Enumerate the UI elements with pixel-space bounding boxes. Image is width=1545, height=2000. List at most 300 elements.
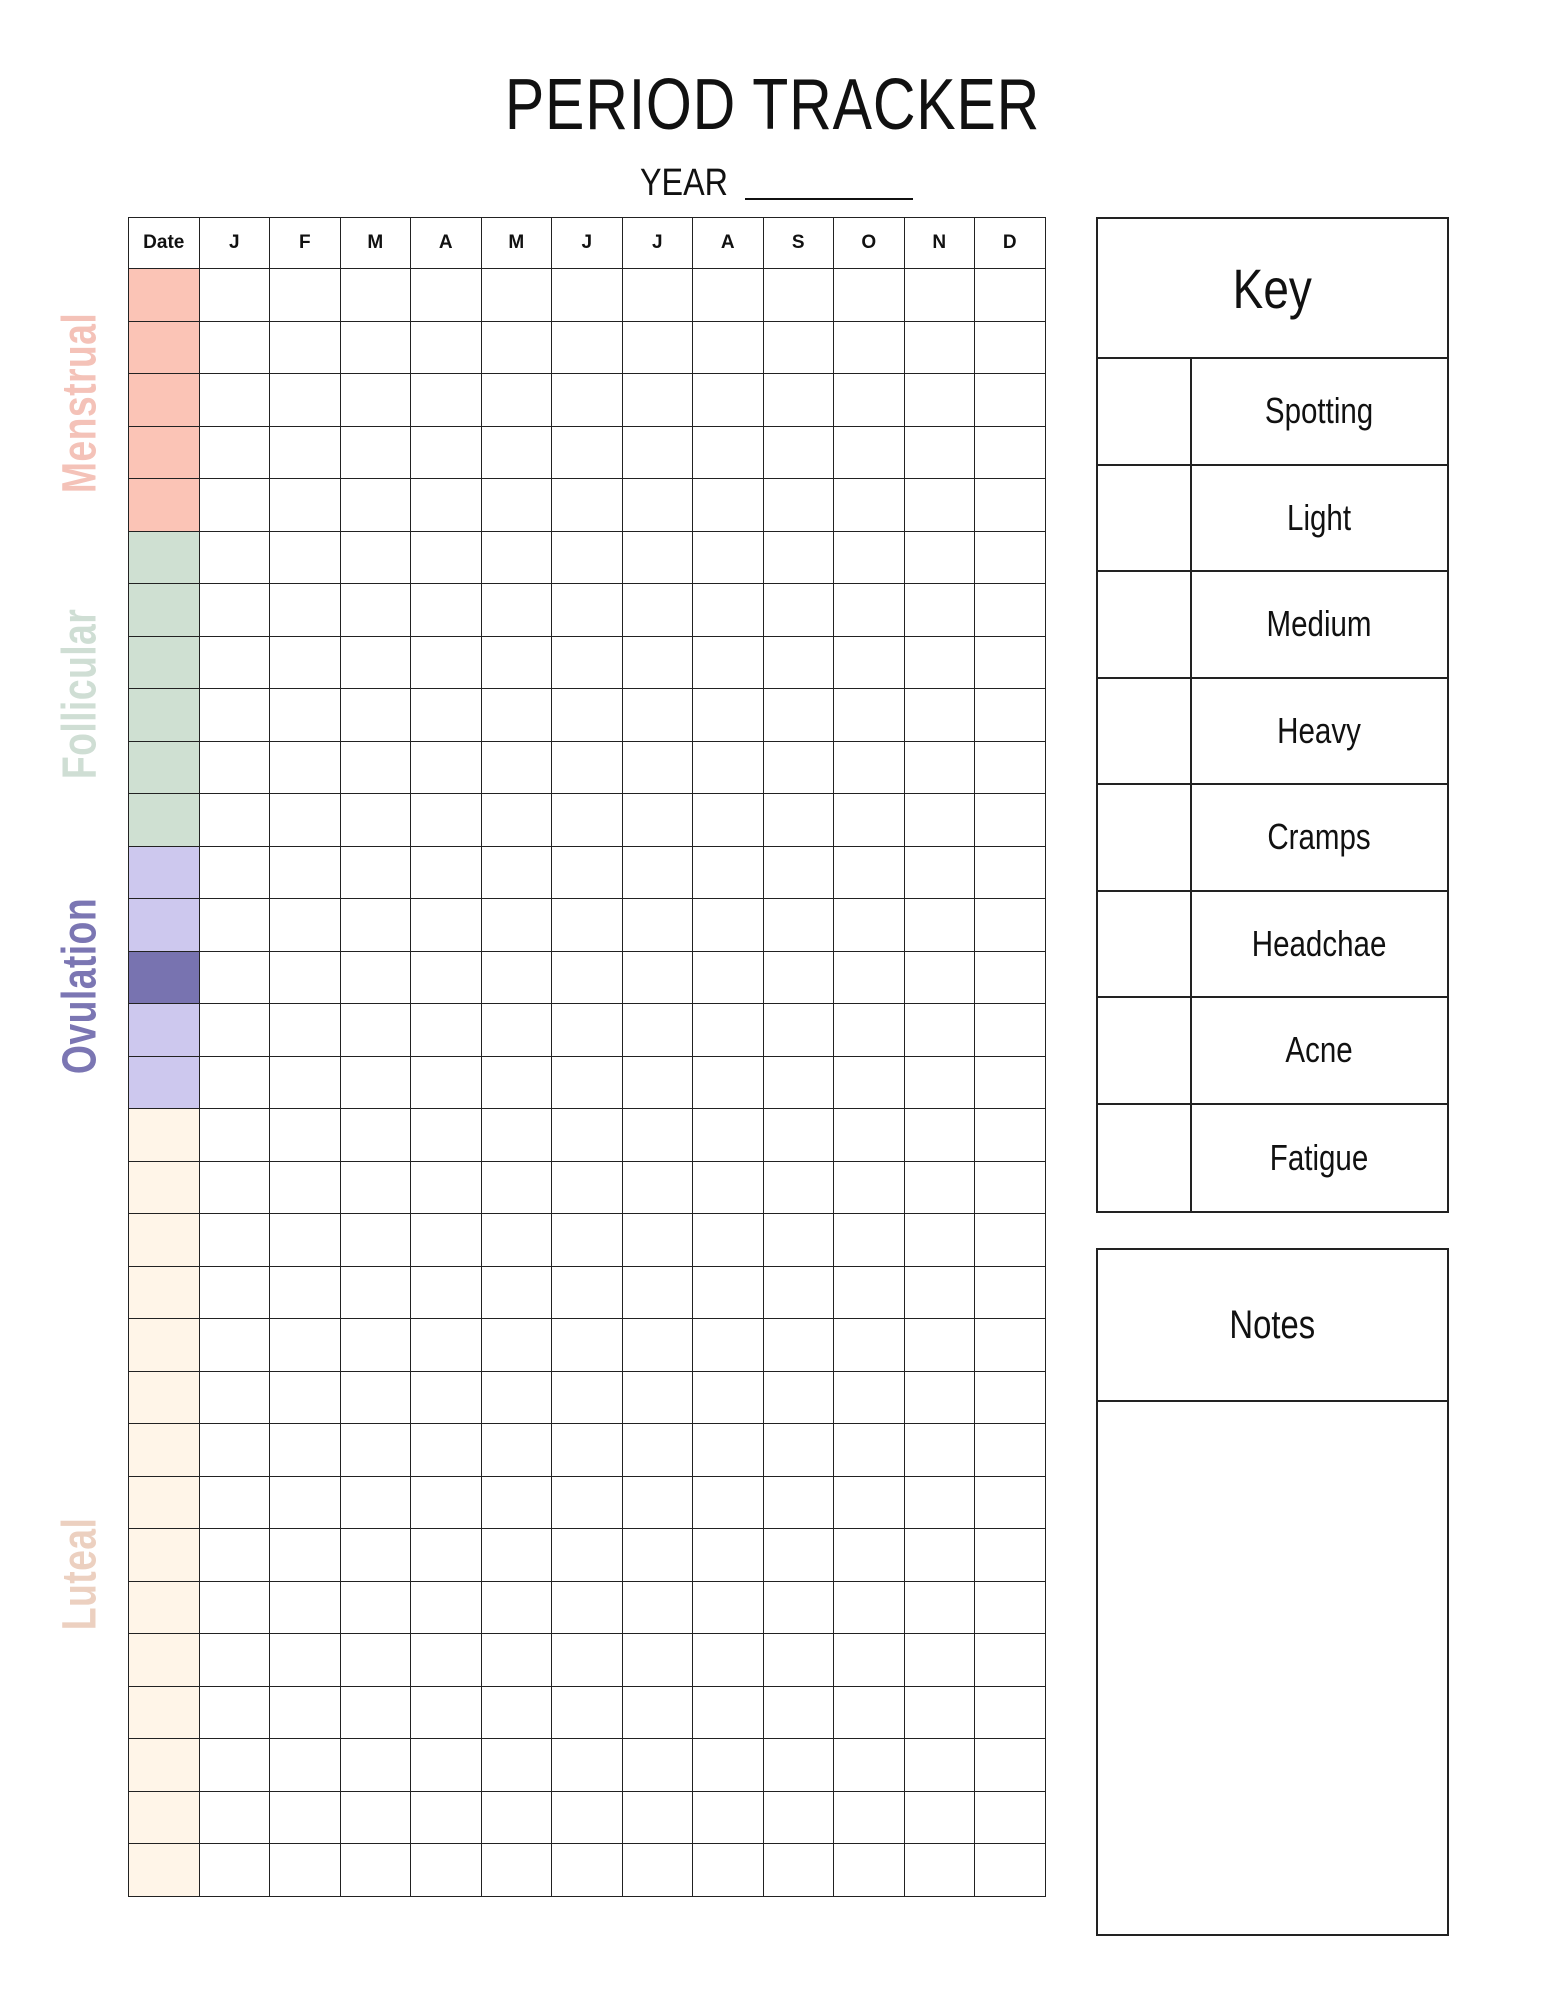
day-cell[interactable]	[975, 269, 1046, 322]
day-cell[interactable]	[693, 1214, 764, 1267]
day-cell[interactable]	[552, 321, 623, 374]
day-cell[interactable]	[481, 1214, 552, 1267]
day-cell[interactable]	[622, 689, 693, 742]
day-cell[interactable]	[834, 1581, 905, 1634]
day-cell[interactable]	[199, 1214, 270, 1267]
day-cell[interactable]	[199, 1266, 270, 1319]
phase-date-cell[interactable]	[129, 1476, 200, 1529]
day-cell[interactable]	[693, 374, 764, 427]
day-cell[interactable]	[904, 846, 975, 899]
day-cell[interactable]	[481, 531, 552, 584]
day-cell[interactable]	[834, 1319, 905, 1372]
day-cell[interactable]	[763, 1791, 834, 1844]
day-cell[interactable]	[411, 1476, 482, 1529]
day-cell[interactable]	[975, 1791, 1046, 1844]
day-cell[interactable]	[270, 1739, 341, 1792]
day-cell[interactable]	[340, 1791, 411, 1844]
day-cell[interactable]	[340, 1581, 411, 1634]
day-cell[interactable]	[199, 479, 270, 532]
day-cell[interactable]	[481, 1634, 552, 1687]
day-cell[interactable]	[763, 1739, 834, 1792]
day-cell[interactable]	[552, 1214, 623, 1267]
day-cell[interactable]	[481, 741, 552, 794]
day-cell[interactable]	[199, 269, 270, 322]
day-cell[interactable]	[904, 899, 975, 952]
day-cell[interactable]	[270, 899, 341, 952]
day-cell[interactable]	[763, 374, 834, 427]
day-cell[interactable]	[411, 1371, 482, 1424]
phase-date-cell[interactable]	[129, 1004, 200, 1057]
day-cell[interactable]	[763, 899, 834, 952]
day-cell[interactable]	[552, 269, 623, 322]
day-cell[interactable]	[975, 1476, 1046, 1529]
day-cell[interactable]	[975, 1004, 1046, 1057]
day-cell[interactable]	[552, 741, 623, 794]
day-cell[interactable]	[763, 321, 834, 374]
day-cell[interactable]	[693, 951, 764, 1004]
day-cell[interactable]	[199, 1161, 270, 1214]
day-cell[interactable]	[904, 1844, 975, 1897]
day-cell[interactable]	[270, 426, 341, 479]
day-cell[interactable]	[763, 636, 834, 689]
day-cell[interactable]	[904, 1424, 975, 1477]
day-cell[interactable]	[904, 1109, 975, 1162]
day-cell[interactable]	[763, 1161, 834, 1214]
day-cell[interactable]	[481, 1319, 552, 1372]
day-cell[interactable]	[270, 794, 341, 847]
day-cell[interactable]	[693, 1634, 764, 1687]
day-cell[interactable]	[199, 1319, 270, 1372]
day-cell[interactable]	[411, 1161, 482, 1214]
day-cell[interactable]	[622, 374, 693, 427]
day-cell[interactable]	[552, 1634, 623, 1687]
phase-date-cell[interactable]	[129, 1739, 200, 1792]
day-cell[interactable]	[340, 899, 411, 952]
day-cell[interactable]	[199, 1844, 270, 1897]
day-cell[interactable]	[763, 584, 834, 637]
day-cell[interactable]	[693, 794, 764, 847]
day-cell[interactable]	[622, 1739, 693, 1792]
phase-date-cell[interactable]	[129, 479, 200, 532]
day-cell[interactable]	[199, 1686, 270, 1739]
day-cell[interactable]	[340, 1371, 411, 1424]
day-cell[interactable]	[834, 1004, 905, 1057]
day-cell[interactable]	[481, 1109, 552, 1162]
day-cell[interactable]	[552, 1529, 623, 1582]
day-cell[interactable]	[340, 1686, 411, 1739]
key-swatch[interactable]	[1098, 785, 1192, 890]
day-cell[interactable]	[552, 1424, 623, 1477]
day-cell[interactable]	[834, 374, 905, 427]
phase-date-cell[interactable]	[129, 1056, 200, 1109]
day-cell[interactable]	[693, 531, 764, 584]
day-cell[interactable]	[481, 636, 552, 689]
day-cell[interactable]	[270, 1056, 341, 1109]
day-cell[interactable]	[693, 1266, 764, 1319]
day-cell[interactable]	[622, 1686, 693, 1739]
day-cell[interactable]	[763, 531, 834, 584]
day-cell[interactable]	[552, 689, 623, 742]
day-cell[interactable]	[552, 1109, 623, 1162]
day-cell[interactable]	[834, 899, 905, 952]
day-cell[interactable]	[975, 1161, 1046, 1214]
day-cell[interactable]	[411, 321, 482, 374]
day-cell[interactable]	[904, 951, 975, 1004]
day-cell[interactable]	[270, 1424, 341, 1477]
day-cell[interactable]	[622, 899, 693, 952]
day-cell[interactable]	[552, 1161, 623, 1214]
year-input-line[interactable]	[745, 198, 913, 200]
day-cell[interactable]	[975, 1581, 1046, 1634]
day-cell[interactable]	[270, 1844, 341, 1897]
day-cell[interactable]	[199, 531, 270, 584]
day-cell[interactable]	[481, 1371, 552, 1424]
day-cell[interactable]	[199, 689, 270, 742]
day-cell[interactable]	[763, 846, 834, 899]
day-cell[interactable]	[975, 1529, 1046, 1582]
day-cell[interactable]	[199, 1056, 270, 1109]
day-cell[interactable]	[975, 1056, 1046, 1109]
day-cell[interactable]	[975, 741, 1046, 794]
day-cell[interactable]	[411, 1319, 482, 1372]
day-cell[interactable]	[834, 321, 905, 374]
day-cell[interactable]	[199, 846, 270, 899]
phase-date-cell[interactable]	[129, 636, 200, 689]
day-cell[interactable]	[199, 1371, 270, 1424]
day-cell[interactable]	[270, 1529, 341, 1582]
day-cell[interactable]	[481, 1056, 552, 1109]
day-cell[interactable]	[975, 1371, 1046, 1424]
day-cell[interactable]	[693, 1371, 764, 1424]
day-cell[interactable]	[975, 531, 1046, 584]
day-cell[interactable]	[270, 741, 341, 794]
day-cell[interactable]	[834, 1266, 905, 1319]
day-cell[interactable]	[552, 531, 623, 584]
day-cell[interactable]	[763, 426, 834, 479]
day-cell[interactable]	[693, 1161, 764, 1214]
day-cell[interactable]	[763, 1529, 834, 1582]
phase-date-cell[interactable]	[129, 531, 200, 584]
day-cell[interactable]	[270, 1266, 341, 1319]
day-cell[interactable]	[552, 951, 623, 1004]
day-cell[interactable]	[270, 1634, 341, 1687]
day-cell[interactable]	[763, 1004, 834, 1057]
day-cell[interactable]	[975, 1634, 1046, 1687]
day-cell[interactable]	[975, 794, 1046, 847]
day-cell[interactable]	[975, 1739, 1046, 1792]
day-cell[interactable]	[693, 1424, 764, 1477]
day-cell[interactable]	[552, 1844, 623, 1897]
day-cell[interactable]	[340, 1319, 411, 1372]
day-cell[interactable]	[834, 1844, 905, 1897]
day-cell[interactable]	[834, 741, 905, 794]
day-cell[interactable]	[834, 1161, 905, 1214]
day-cell[interactable]	[481, 1266, 552, 1319]
day-cell[interactable]	[270, 269, 341, 322]
day-cell[interactable]	[552, 1686, 623, 1739]
phase-date-cell[interactable]	[129, 1634, 200, 1687]
day-cell[interactable]	[411, 741, 482, 794]
phase-date-cell[interactable]	[129, 1529, 200, 1582]
day-cell[interactable]	[411, 1634, 482, 1687]
day-cell[interactable]	[693, 1004, 764, 1057]
day-cell[interactable]	[481, 1686, 552, 1739]
day-cell[interactable]	[481, 1844, 552, 1897]
day-cell[interactable]	[693, 636, 764, 689]
day-cell[interactable]	[340, 1266, 411, 1319]
day-cell[interactable]	[622, 531, 693, 584]
day-cell[interactable]	[693, 1056, 764, 1109]
day-cell[interactable]	[693, 689, 764, 742]
day-cell[interactable]	[834, 1371, 905, 1424]
day-cell[interactable]	[199, 899, 270, 952]
day-cell[interactable]	[270, 531, 341, 584]
day-cell[interactable]	[552, 584, 623, 637]
day-cell[interactable]	[975, 479, 1046, 532]
day-cell[interactable]	[552, 1581, 623, 1634]
day-cell[interactable]	[622, 269, 693, 322]
day-cell[interactable]	[199, 1634, 270, 1687]
day-cell[interactable]	[693, 1791, 764, 1844]
day-cell[interactable]	[975, 1319, 1046, 1372]
day-cell[interactable]	[411, 426, 482, 479]
day-cell[interactable]	[552, 1371, 623, 1424]
day-cell[interactable]	[481, 321, 552, 374]
day-cell[interactable]	[622, 1214, 693, 1267]
day-cell[interactable]	[552, 846, 623, 899]
day-cell[interactable]	[270, 1476, 341, 1529]
day-cell[interactable]	[834, 1634, 905, 1687]
day-cell[interactable]	[975, 951, 1046, 1004]
day-cell[interactable]	[834, 1476, 905, 1529]
day-cell[interactable]	[270, 584, 341, 637]
day-cell[interactable]	[975, 1424, 1046, 1477]
day-cell[interactable]	[552, 899, 623, 952]
day-cell[interactable]	[411, 1844, 482, 1897]
day-cell[interactable]	[622, 584, 693, 637]
day-cell[interactable]	[340, 321, 411, 374]
day-cell[interactable]	[340, 1214, 411, 1267]
day-cell[interactable]	[411, 846, 482, 899]
day-cell[interactable]	[904, 1739, 975, 1792]
day-cell[interactable]	[411, 531, 482, 584]
day-cell[interactable]	[904, 1476, 975, 1529]
day-cell[interactable]	[270, 636, 341, 689]
day-cell[interactable]	[622, 426, 693, 479]
day-cell[interactable]	[552, 1476, 623, 1529]
day-cell[interactable]	[693, 321, 764, 374]
notes-area[interactable]	[1098, 1402, 1447, 1932]
day-cell[interactable]	[270, 1791, 341, 1844]
day-cell[interactable]	[270, 1581, 341, 1634]
day-cell[interactable]	[552, 1739, 623, 1792]
day-cell[interactable]	[340, 1844, 411, 1897]
day-cell[interactable]	[763, 741, 834, 794]
day-cell[interactable]	[481, 951, 552, 1004]
day-cell[interactable]	[411, 1529, 482, 1582]
day-cell[interactable]	[481, 479, 552, 532]
day-cell[interactable]	[622, 1161, 693, 1214]
phase-date-cell[interactable]	[129, 899, 200, 952]
day-cell[interactable]	[975, 899, 1046, 952]
day-cell[interactable]	[622, 1791, 693, 1844]
day-cell[interactable]	[411, 1739, 482, 1792]
phase-date-cell[interactable]	[129, 321, 200, 374]
phase-date-cell[interactable]	[129, 1161, 200, 1214]
key-swatch[interactable]	[1098, 572, 1192, 677]
day-cell[interactable]	[834, 794, 905, 847]
day-cell[interactable]	[622, 741, 693, 794]
day-cell[interactable]	[199, 951, 270, 1004]
day-cell[interactable]	[904, 1791, 975, 1844]
phase-date-cell[interactable]	[129, 1581, 200, 1634]
day-cell[interactable]	[340, 374, 411, 427]
day-cell[interactable]	[340, 1739, 411, 1792]
day-cell[interactable]	[904, 531, 975, 584]
day-cell[interactable]	[904, 1319, 975, 1372]
day-cell[interactable]	[763, 1844, 834, 1897]
day-cell[interactable]	[834, 636, 905, 689]
day-cell[interactable]	[411, 951, 482, 1004]
day-cell[interactable]	[834, 479, 905, 532]
day-cell[interactable]	[904, 1004, 975, 1057]
phase-date-cell[interactable]	[129, 269, 200, 322]
day-cell[interactable]	[904, 1266, 975, 1319]
day-cell[interactable]	[411, 1686, 482, 1739]
day-cell[interactable]	[411, 1581, 482, 1634]
day-cell[interactable]	[270, 1109, 341, 1162]
day-cell[interactable]	[270, 479, 341, 532]
day-cell[interactable]	[622, 1266, 693, 1319]
day-cell[interactable]	[481, 426, 552, 479]
day-cell[interactable]	[693, 1739, 764, 1792]
day-cell[interactable]	[270, 1214, 341, 1267]
day-cell[interactable]	[199, 1476, 270, 1529]
day-cell[interactable]	[411, 1266, 482, 1319]
day-cell[interactable]	[622, 321, 693, 374]
day-cell[interactable]	[481, 374, 552, 427]
day-cell[interactable]	[481, 584, 552, 637]
day-cell[interactable]	[199, 1739, 270, 1792]
day-cell[interactable]	[199, 1791, 270, 1844]
day-cell[interactable]	[270, 1004, 341, 1057]
day-cell[interactable]	[340, 689, 411, 742]
day-cell[interactable]	[763, 1686, 834, 1739]
day-cell[interactable]	[975, 689, 1046, 742]
day-cell[interactable]	[199, 584, 270, 637]
day-cell[interactable]	[834, 1791, 905, 1844]
day-cell[interactable]	[693, 479, 764, 532]
day-cell[interactable]	[904, 479, 975, 532]
day-cell[interactable]	[622, 1476, 693, 1529]
day-cell[interactable]	[975, 1214, 1046, 1267]
day-cell[interactable]	[904, 1056, 975, 1109]
day-cell[interactable]	[411, 269, 482, 322]
day-cell[interactable]	[411, 794, 482, 847]
day-cell[interactable]	[199, 794, 270, 847]
day-cell[interactable]	[622, 1529, 693, 1582]
phase-date-cell[interactable]	[129, 1109, 200, 1162]
day-cell[interactable]	[693, 1529, 764, 1582]
phase-date-cell[interactable]	[129, 1214, 200, 1267]
day-cell[interactable]	[270, 1371, 341, 1424]
day-cell[interactable]	[622, 1424, 693, 1477]
day-cell[interactable]	[904, 1214, 975, 1267]
day-cell[interactable]	[763, 1214, 834, 1267]
key-swatch[interactable]	[1098, 892, 1192, 997]
day-cell[interactable]	[763, 269, 834, 322]
day-cell[interactable]	[552, 1319, 623, 1372]
day-cell[interactable]	[552, 1266, 623, 1319]
day-cell[interactable]	[622, 1319, 693, 1372]
day-cell[interactable]	[481, 1476, 552, 1529]
day-cell[interactable]	[975, 636, 1046, 689]
day-cell[interactable]	[622, 1844, 693, 1897]
day-cell[interactable]	[763, 1109, 834, 1162]
phase-date-cell[interactable]	[129, 846, 200, 899]
day-cell[interactable]	[834, 1739, 905, 1792]
day-cell[interactable]	[975, 426, 1046, 479]
day-cell[interactable]	[763, 1056, 834, 1109]
day-cell[interactable]	[904, 321, 975, 374]
day-cell[interactable]	[270, 1161, 341, 1214]
day-cell[interactable]	[340, 1634, 411, 1687]
day-cell[interactable]	[834, 584, 905, 637]
day-cell[interactable]	[199, 1581, 270, 1634]
day-cell[interactable]	[904, 374, 975, 427]
day-cell[interactable]	[340, 741, 411, 794]
day-cell[interactable]	[763, 1581, 834, 1634]
day-cell[interactable]	[904, 1371, 975, 1424]
day-cell[interactable]	[340, 951, 411, 1004]
day-cell[interactable]	[834, 426, 905, 479]
day-cell[interactable]	[763, 1476, 834, 1529]
day-cell[interactable]	[622, 1004, 693, 1057]
day-cell[interactable]	[340, 1056, 411, 1109]
day-cell[interactable]	[270, 1319, 341, 1372]
day-cell[interactable]	[481, 1581, 552, 1634]
day-cell[interactable]	[199, 321, 270, 374]
day-cell[interactable]	[904, 1686, 975, 1739]
day-cell[interactable]	[693, 426, 764, 479]
day-cell[interactable]	[552, 374, 623, 427]
phase-date-cell[interactable]	[129, 794, 200, 847]
day-cell[interactable]	[693, 584, 764, 637]
day-cell[interactable]	[411, 1004, 482, 1057]
day-cell[interactable]	[552, 426, 623, 479]
day-cell[interactable]	[340, 531, 411, 584]
day-cell[interactable]	[904, 794, 975, 847]
day-cell[interactable]	[340, 584, 411, 637]
day-cell[interactable]	[834, 1686, 905, 1739]
day-cell[interactable]	[552, 636, 623, 689]
day-cell[interactable]	[622, 479, 693, 532]
day-cell[interactable]	[693, 1476, 764, 1529]
day-cell[interactable]	[693, 1319, 764, 1372]
day-cell[interactable]	[481, 1161, 552, 1214]
key-swatch[interactable]	[1098, 679, 1192, 784]
day-cell[interactable]	[693, 846, 764, 899]
day-cell[interactable]	[975, 846, 1046, 899]
day-cell[interactable]	[763, 1319, 834, 1372]
phase-date-cell[interactable]	[129, 1844, 200, 1897]
day-cell[interactable]	[693, 269, 764, 322]
day-cell[interactable]	[622, 951, 693, 1004]
day-cell[interactable]	[763, 794, 834, 847]
day-cell[interactable]	[975, 374, 1046, 427]
day-cell[interactable]	[199, 426, 270, 479]
day-cell[interactable]	[411, 374, 482, 427]
